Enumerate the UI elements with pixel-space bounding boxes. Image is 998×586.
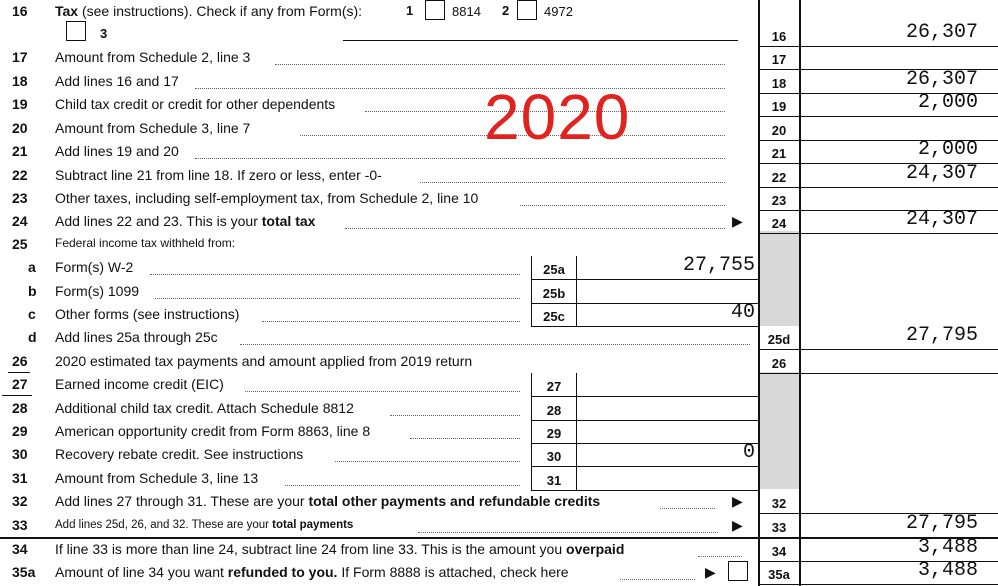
form-8888-checkbox[interactable] xyxy=(728,561,748,581)
leader-dots xyxy=(620,565,695,580)
line-description: American opportunity credit from Form 8863, line 8 xyxy=(55,423,371,439)
amount-value: 0 xyxy=(742,441,755,464)
line-24 xyxy=(0,210,998,234)
form-option-2-number: 2 xyxy=(502,3,510,18)
line-description: Amount from Schedule 3, line 7 xyxy=(55,119,251,136)
form-option-3-checkbox[interactable] xyxy=(66,21,86,41)
line-description: Form(s) W-2 xyxy=(55,259,134,275)
line-35a-amount[interactable] xyxy=(800,561,998,585)
line-description: Other taxes, including self-employment tax, from Schedule 2, line 10 xyxy=(55,190,479,206)
line-32-amount[interactable] xyxy=(800,490,998,514)
line-28-box: 28 xyxy=(531,397,577,421)
line-28 xyxy=(0,397,998,421)
form-4972-checkbox[interactable] xyxy=(517,0,537,20)
arrow-icon: ▶ xyxy=(732,517,743,533)
leader-dots xyxy=(660,494,715,509)
line-21-amount[interactable] xyxy=(800,140,998,164)
line-number: 21 xyxy=(12,143,28,159)
line-21-box: 21 xyxy=(759,140,799,164)
line-description: Amount of line 34 you want refunded to you. If Form 8888 is attached, check here xyxy=(55,564,569,580)
form-option-1-label: 8814 xyxy=(452,4,481,19)
line-32 xyxy=(0,490,998,514)
line-number: 18 xyxy=(12,72,28,89)
line-16-box: 16 xyxy=(759,23,799,47)
amount-value: 3,488 xyxy=(917,536,978,559)
line-26-box: 26 xyxy=(759,350,799,374)
line-number: 34 xyxy=(12,541,28,557)
leader-dots xyxy=(410,424,520,439)
line-34 xyxy=(0,538,998,562)
line-31-amount[interactable] xyxy=(576,467,759,491)
leader-dots xyxy=(262,307,520,322)
line-number: 22 xyxy=(12,166,28,183)
line-number: 30 xyxy=(12,446,28,462)
line-description: 2020 estimated tax payments and amount applied from 2019 return xyxy=(55,353,473,369)
line-description: Tax (see instructions). Check if any from Form(s): xyxy=(55,3,363,19)
amount-value: 26,307 xyxy=(905,67,978,91)
line-19-box: 19 xyxy=(759,93,799,117)
line-17 xyxy=(0,46,998,70)
leader-dots xyxy=(150,260,520,275)
line-28-amount[interactable] xyxy=(576,397,759,421)
line-33 xyxy=(0,514,998,538)
line-24-box: 24 xyxy=(759,210,799,234)
line-number: 29 xyxy=(12,423,28,439)
leader-dots xyxy=(195,74,725,89)
line-number: 19 xyxy=(12,96,28,112)
line-number: 27 xyxy=(12,376,28,392)
line-description: Amount from Schedule 3, line 13 xyxy=(55,470,259,486)
arrow-icon: ▶ xyxy=(705,564,716,580)
line-18-amount[interactable] xyxy=(800,67,998,94)
line-31 xyxy=(0,467,998,491)
line-25d-box: 25d xyxy=(759,326,799,350)
line-27-box: 27 xyxy=(531,373,577,397)
line-description: Amount from Schedule 2, line 3 xyxy=(55,49,251,65)
amount-value: 24,307 xyxy=(905,161,978,185)
line-description: If line 33 is more than line 24, subtract line 24 from line 33. This is the amount you overpaid xyxy=(55,541,625,557)
form-option-1-number: 1 xyxy=(406,3,414,18)
line-description: Add lines 19 and 20 xyxy=(55,143,179,159)
amount-value: 24,307 xyxy=(905,208,978,231)
line-description: Earned income credit (EIC) xyxy=(55,376,224,392)
line-description: Add lines 25d, 26, and 32. These are your total payments xyxy=(55,519,354,531)
form-option-2-label: 4972 xyxy=(544,4,573,19)
leader-dots xyxy=(420,168,725,183)
line-23-box: 23 xyxy=(759,187,799,211)
amount-value: 3,488 xyxy=(917,559,978,582)
line-20-amount[interactable] xyxy=(800,117,998,141)
line-34-box: 34 xyxy=(759,538,799,562)
line-number: 31 xyxy=(12,470,28,486)
leader-dots xyxy=(195,144,725,159)
line-description: Form(s) 1099 xyxy=(55,283,140,299)
leader-dots xyxy=(390,401,520,416)
line-35a-box: 35a xyxy=(759,561,799,585)
line-description: Add lines 16 and 17 xyxy=(55,72,179,89)
line-description: Additional child tax credit. Attach Schedule 8812 xyxy=(55,400,354,416)
leader-dots xyxy=(275,50,725,65)
line-number: 23 xyxy=(12,190,28,206)
line-19-amount[interactable] xyxy=(800,93,998,117)
line-number: 17 xyxy=(12,49,28,65)
leader-dots xyxy=(345,214,725,229)
line-17-box: 17 xyxy=(759,46,799,70)
line-number: 20 xyxy=(12,119,28,136)
line-description: Recovery rebate credit. See instructions xyxy=(55,446,304,462)
line-25c-amount[interactable] xyxy=(576,303,759,327)
amount-value: 2,000 xyxy=(917,91,978,114)
line-number: 26 xyxy=(12,353,28,369)
line-number: 32 xyxy=(12,493,28,509)
line-22 xyxy=(0,161,998,188)
line-16 xyxy=(0,0,998,46)
line-16-amount[interactable] xyxy=(800,23,998,47)
line-25a-box: 25a xyxy=(531,256,577,280)
line-number: 25 xyxy=(12,236,28,252)
line-26-amount[interactable] xyxy=(800,350,998,374)
line-33-amount[interactable] xyxy=(800,514,998,538)
amount-value: 2,000 xyxy=(917,138,978,161)
line-27-underline xyxy=(2,395,32,396)
line-letter: c xyxy=(28,306,36,322)
line-31-box: 31 xyxy=(531,467,577,491)
line-32-box: 32 xyxy=(759,490,799,514)
form-8814-checkbox[interactable] xyxy=(425,0,445,20)
line-30 xyxy=(0,443,998,467)
line-35a xyxy=(0,561,998,585)
amount-value: 27,795 xyxy=(905,512,978,535)
line-27 xyxy=(0,373,998,397)
line-29-box: 29 xyxy=(531,420,577,444)
line-letter: b xyxy=(28,283,37,299)
line-25a-amount[interactable] xyxy=(576,256,759,280)
line-25c-box: 25c xyxy=(531,303,577,327)
line-23 xyxy=(0,187,998,211)
leader-dots xyxy=(698,542,742,557)
line-26 xyxy=(0,350,998,374)
arrow-icon: ▶ xyxy=(732,213,743,229)
line-25d xyxy=(0,326,998,350)
line-number: 33 xyxy=(12,517,28,533)
form-option-3-input[interactable] xyxy=(343,40,738,41)
line-number: 28 xyxy=(12,400,28,416)
line-29-amount[interactable] xyxy=(576,420,759,444)
line-description: Add lines 25a through 25c xyxy=(55,329,218,345)
year-watermark: 2020 xyxy=(484,81,631,153)
amount-value: 27,755 xyxy=(682,254,755,277)
line-25c xyxy=(0,303,998,327)
leader-dots xyxy=(418,518,718,533)
amount-value: 27,795 xyxy=(905,324,978,347)
line-25d-amount[interactable] xyxy=(800,326,998,350)
leader-dots xyxy=(520,191,725,206)
line-18-box: 18 xyxy=(759,70,799,94)
line-24-amount[interactable] xyxy=(800,210,998,234)
line-number: 16 xyxy=(12,3,28,19)
line-letter: a xyxy=(28,259,36,275)
leader-dots xyxy=(335,447,520,462)
line-27-amount[interactable] xyxy=(576,373,759,397)
line-number: 24 xyxy=(12,213,28,229)
line-29 xyxy=(0,420,998,444)
line-33-box: 33 xyxy=(759,514,799,538)
line-30-box: 30 xyxy=(531,443,577,467)
line-description: Add lines 27 through 31. These are your total other payments and refundable credits xyxy=(55,493,601,509)
leader-dots xyxy=(155,284,520,299)
arrow-icon: ▶ xyxy=(732,493,743,509)
leader-dots xyxy=(285,471,520,486)
line-description: Federal income tax withheld from: xyxy=(55,236,236,250)
amount-value: 40 xyxy=(730,301,755,324)
leader-dots xyxy=(245,377,520,392)
line-description: Other forms (see instructions) xyxy=(55,306,240,322)
line-22-amount[interactable] xyxy=(800,161,998,188)
line-description: Add lines 22 and 23. This is your total tax xyxy=(55,213,316,229)
line-letter: d xyxy=(28,329,37,345)
amount-value: 26,307 xyxy=(905,21,978,44)
line-description: Child tax credit or credit for other dependents xyxy=(55,96,336,112)
line-17-amount[interactable] xyxy=(800,46,998,70)
leader-dots xyxy=(240,330,750,345)
line-number: 35a xyxy=(12,564,36,580)
line-description: Subtract line 21 from line 18. If zero or less, enter -0- xyxy=(55,166,382,183)
line-25b xyxy=(0,280,998,304)
line-20-box: 20 xyxy=(759,117,799,141)
line-25b-box: 25b xyxy=(531,280,577,304)
line-22-box: 22 xyxy=(759,164,799,188)
line-25a xyxy=(0,256,998,280)
line-25 xyxy=(0,233,998,257)
line-30-amount[interactable] xyxy=(576,443,759,467)
form-option-3-number: 3 xyxy=(100,26,108,41)
